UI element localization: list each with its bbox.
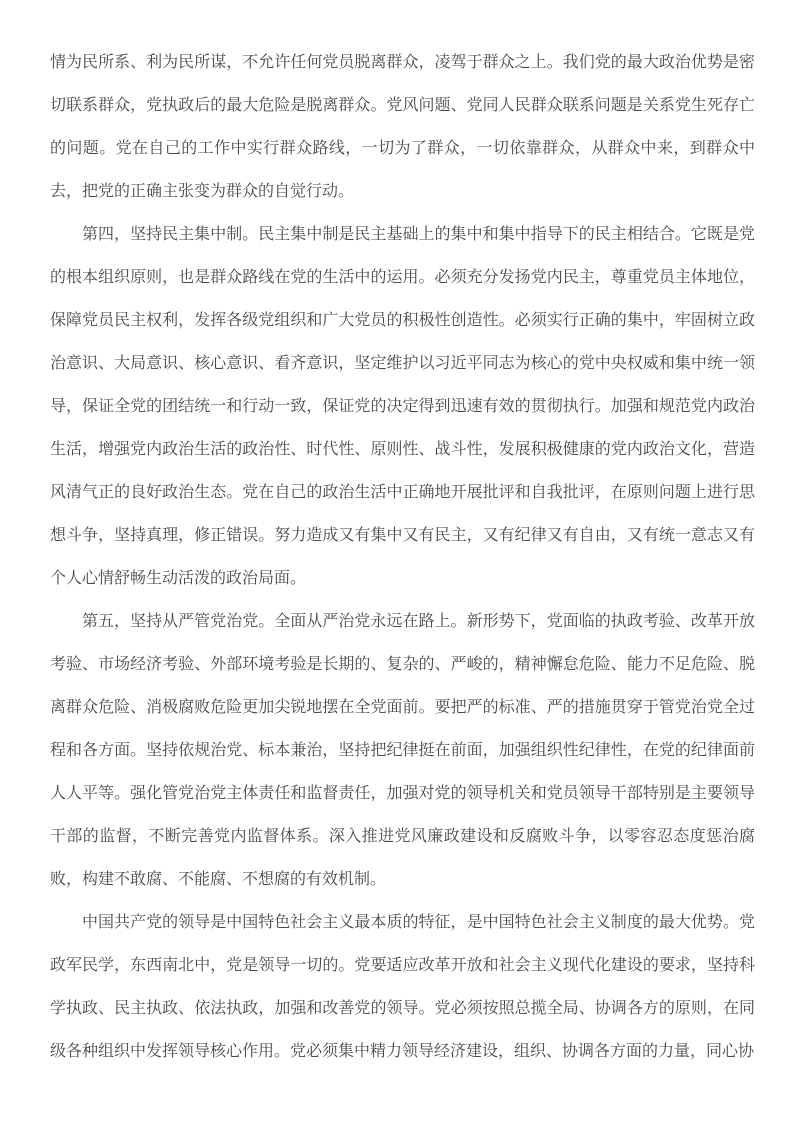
- paragraph-party-leadership: 中国共产党的领导是中国特色社会主义最本质的特征，是中国特色社会主义制度的最大优势。党政军民学，东西南北中，党是领导一切的。党要适应改革开放和社会主义现代化建设的要求，坚持科学执政、民主执政、依法执政，加强和改善党的领导。党必须按照总揽全局、协调各方的原则，在同级各种组织中发挥领导核心作用。党必须集中精力领导经济建设，组织、协调各方面的力量，同心协: [50, 914, 755, 1060]
- paragraph-point-four-democratic-centralism: 第四，坚持民主集中制。民主集中制是民主基础上的集中和集中指导下的民主相结合。它既是党的根本组织原则，也是群众路线在党的生活中的运用。必须充分发扬党内民主，尊重党员主体地位，保障党员民主权利，发挥各级党组织和广大党员的积极性创造性。必须实行正确的集中，牢固树立政治意识、大局意识、核心意识、看齐意识，坚定维护以习近平同志为核心的党中央权威和集中统一领导，保证全党的团结统一和行动一致，保证党的决定得到迅速有效的贯彻执行。加强和规范党内政治生活，增强党内政治生活的政治性、时代性、原则性、战斗性，发展积极健康的党内政治文化，营造风清气正的良好政治生态。党在自己的政治生活中正确地开展批评和自我批评，在原则问题上进行思想斗争，坚持真理，修正错误。努力造成又有集中又有民主，又有纪律又有自由，又有统一意志又有个人心情舒畅生动活泼的政治局面。: [50, 226, 755, 587]
- paragraph-point-five-strict-party-governance: 第五，坚持从严管党治党。全面从严治党永远在路上。新形势下，党面临的执政考验、改革开放考验、市场经济考验、外部环境考验是长期的、复杂的、严峻的，精神懈怠危险、能力不足危险、脱离群众危险、消极腐败危险更加尖锐地摆在全党面前。要把严的标准、严的措施贯穿于管党治党全过程和各方面。坚持依规治党、标本兼治，坚持把纪律挺在前面，加强组织性纪律性，在党的纪律面前人人平等。强化管党治党主体责任和监督责任，加强对党的领导机关和党员领导干部特别是主要领导干部的监督，不断完善党内监督体系。深入推进党风廉政建设和反腐败斗争，以零容忍态度惩治腐败，构建不敢腐、不能腐、不想腐的有效机制。: [50, 613, 755, 888]
- paragraph-continuation-mass-line: 情为民所系、利为民所谋，不允许任何党员脱离群众，凌驾于群众之上。我们党的最大政治优势是密切联系群众，党执政后的最大危险是脱离群众。党风问题、党同人民群众联系问题是关系党生死存亡的问题。党在自己的工作中实行群众路线，一切为了群众，一切依靠群众，从群众中来，到群众中去，把党的正确主张变为群众的自觉行动。: [50, 54, 755, 200]
